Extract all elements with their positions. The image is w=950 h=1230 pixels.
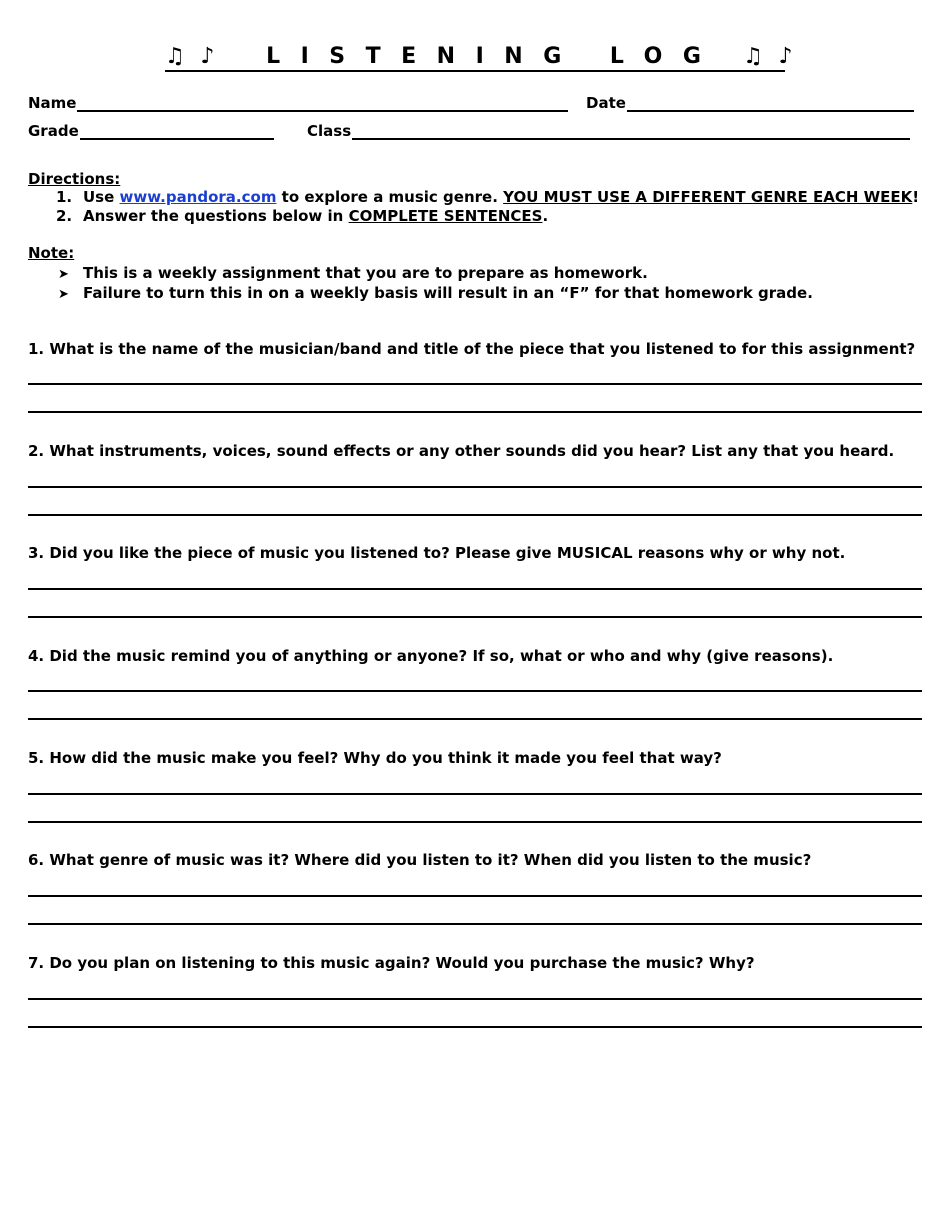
grade-class-row: [28, 122, 922, 144]
class-field[interactable]: [307, 122, 910, 140]
question-3: 3. Did you like the piece of music you listened to? Please give MUSICAL reasons why or why not.: [28, 544, 846, 562]
grade-blank-line[interactable]: [80, 123, 274, 140]
direction-emphasis: COMPLETE SENTENCES: [348, 207, 543, 225]
answer-line[interactable]: [28, 616, 922, 618]
class-label: Class: [307, 122, 352, 140]
grade-field[interactable]: [28, 122, 274, 140]
direction-text: Answer the questions below in: [83, 207, 349, 225]
note-text: Failure to turn this in on a weekly basis will result in an “F” for that homework grade.: [83, 284, 813, 302]
answer-line[interactable]: [28, 998, 922, 1000]
direction-text: !: [912, 188, 920, 206]
date-blank-line[interactable]: [627, 95, 914, 112]
direction-text: .: [542, 207, 549, 225]
answer-line[interactable]: [28, 588, 922, 590]
answer-line[interactable]: [28, 923, 922, 925]
page-title: [165, 44, 797, 72]
note-item: [58, 264, 648, 284]
question-1: 1. What is the name of the musician/band and title of the piece that you listened to for this assignment?: [28, 340, 916, 358]
date-field[interactable]: [586, 94, 914, 112]
name-label: Name: [28, 94, 77, 112]
question-5: 5. How did the music make you feel? Why do you think it made you feel that way?: [28, 749, 722, 767]
worksheet-page: [28, 0, 922, 1230]
title-block: [165, 44, 797, 72]
answer-line[interactable]: [28, 411, 922, 413]
question-7: 7. Do you plan on listening to this music again? Would you purchase the music? Why?: [28, 954, 755, 972]
direction-item-2: [56, 207, 548, 225]
answer-line[interactable]: [28, 895, 922, 897]
direction-text: Use: [83, 188, 120, 206]
title-text: LISTENING LOG: [266, 44, 722, 69]
direction-emphasis: YOU MUST USE A DIFFERENT GENRE EACH WEEK: [503, 188, 913, 206]
date-label: Date: [586, 94, 626, 112]
note-text: This is a weekly assignment that you are to prepare as homework.: [83, 264, 648, 282]
music-notes-right-icon: ♫ ♪: [743, 44, 797, 69]
direction-text: to explore a music genre.: [276, 188, 504, 206]
grade-label: Grade: [28, 122, 79, 140]
answer-line[interactable]: [28, 514, 922, 516]
answer-line[interactable]: [28, 718, 922, 720]
class-blank-line[interactable]: [352, 123, 910, 140]
pandora-link[interactable]: www.pandora.com: [119, 188, 277, 206]
music-notes-left-icon: ♫ ♪: [165, 44, 219, 69]
question-6: 6. What genre of music was it? Where did you listen to it? When did you listen to the music?: [28, 851, 812, 869]
name-blank-line[interactable]: [77, 95, 568, 112]
direction-item-1: [56, 188, 919, 206]
arrow-bullet-icon: ➤: [58, 287, 69, 302]
question-4: 4. Did the music remind you of anything or anyone? If so, what or who and why (give reasons).: [28, 647, 834, 665]
direction-number: 2.: [56, 207, 73, 225]
name-date-row: [28, 94, 922, 116]
question-2: 2. What instruments, voices, sound effects or any other sounds did you hear? List any that you heard.: [28, 442, 895, 460]
answer-line[interactable]: [28, 821, 922, 823]
note-heading: Note:: [28, 244, 75, 262]
name-field[interactable]: [28, 94, 568, 112]
direction-number: 1.: [56, 188, 73, 206]
answer-line[interactable]: [28, 690, 922, 692]
answer-line[interactable]: [28, 486, 922, 488]
arrow-bullet-icon: ➤: [58, 267, 69, 282]
answer-line[interactable]: [28, 793, 922, 795]
answer-line[interactable]: [28, 383, 922, 385]
note-item: [58, 284, 813, 304]
directions-heading: Directions:: [28, 170, 121, 188]
answer-line[interactable]: [28, 1026, 922, 1028]
